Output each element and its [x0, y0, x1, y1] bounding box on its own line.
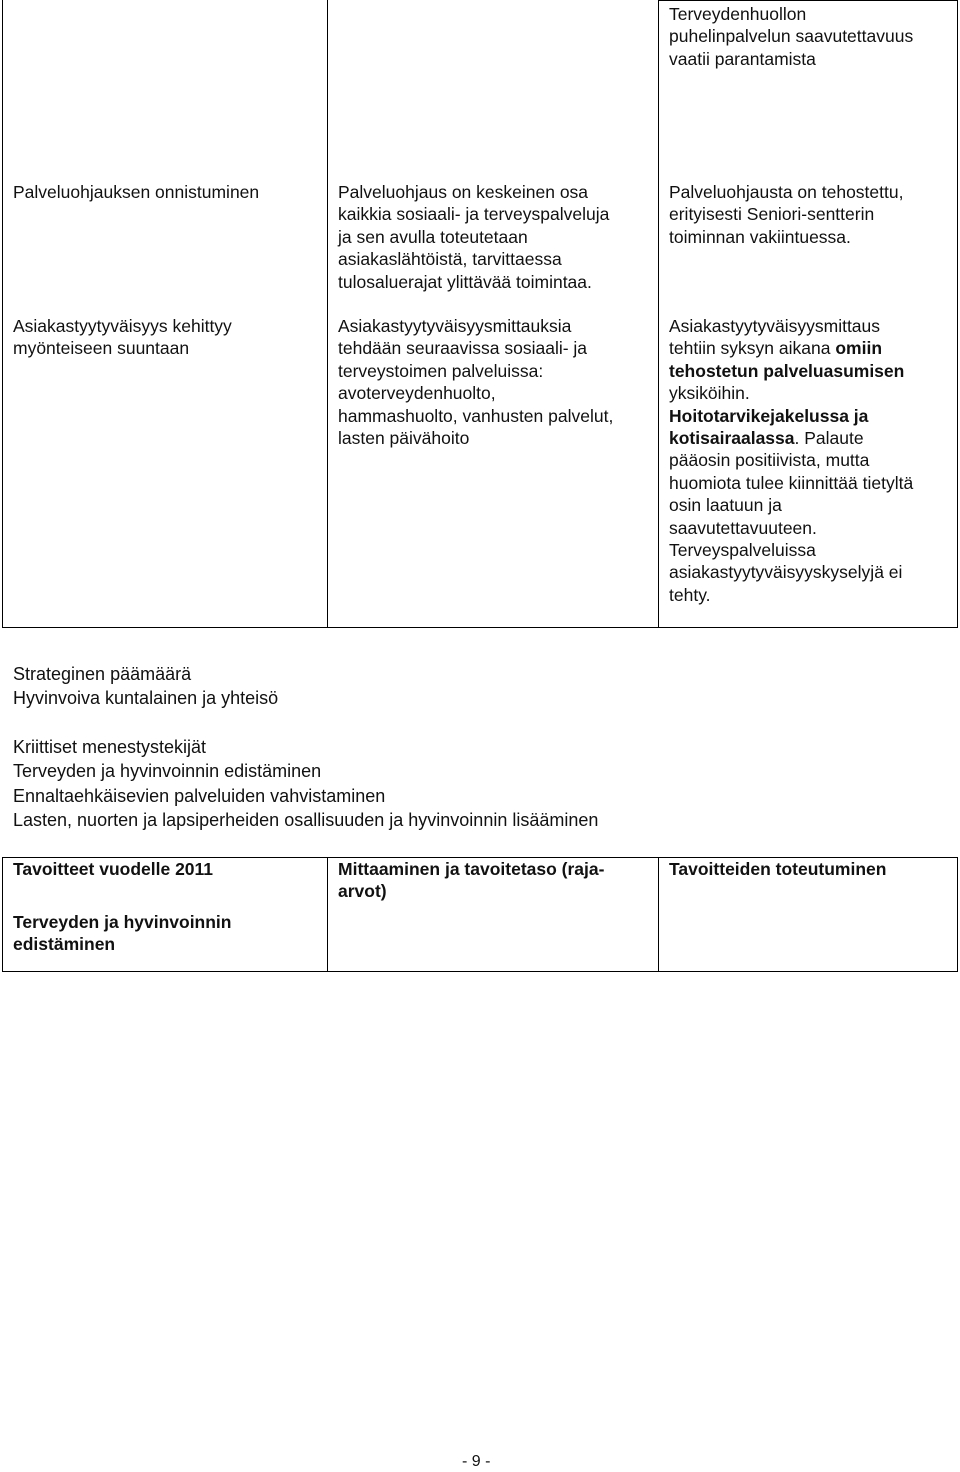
t1-r2-c3-part4: Hoitotarvikejakelussa ja kotisairaalassa — [669, 405, 869, 449]
t2-header-realization: Tavoitteiden toteutuminen — [669, 859, 887, 879]
table1-col-divider-2 — [658, 0, 659, 628]
t2-row-goal: Terveyden ja hyvinvoinnin edistäminen — [13, 912, 232, 955]
t1-r1-c2: Palveluohjaus on keskeinen osa kaikkia sosiaali- ja terveyspalveluja ja sen avulla toteutetaan asiakaslähtöistä, tarvittaessa tulosaluerajat ylittävää toimintaa. — [338, 182, 610, 292]
table1-left-border — [2, 0, 3, 628]
factor-item: Terveyden ja hyvinvoinnin edistäminen — [13, 761, 322, 781]
table1-top-border — [659, 0, 958, 1]
t1-r2-c1: Asiakastyytyväisyys kehittyy myönteiseen suuntaan — [13, 316, 232, 359]
table2-col-divider-1 — [327, 857, 328, 972]
t1-r0-c3: Terveydenhuollon puhelinpalvelun saavutettavuus vaatii parantamista — [669, 4, 914, 69]
goal-text: Hyvinvoiva kuntalainen ja yhteisö — [13, 688, 279, 708]
t1-r2-c3-part1: Asiakastyytyväisyysmittaus tehtiin syksyn aikana — [669, 316, 881, 359]
page-number: - 9 - — [462, 1453, 491, 1470]
factor-item: Ennaltaehkäisevien palveluiden vahvistaminen — [13, 786, 386, 806]
t1-r1-c1: Palveluohjauksen onnistuminen — [13, 182, 260, 202]
table1-col-divider-1 — [327, 0, 328, 628]
t1-r2-c3-part3: yksiköihin. — [669, 383, 750, 404]
t2-header-goals: Tavoitteet vuodelle 2011 — [13, 859, 214, 879]
table2-right-border — [957, 857, 958, 972]
table2-left-border — [2, 857, 3, 972]
table2-col-divider-2 — [658, 857, 659, 972]
t2-header-measurement: Mittaaminen ja tavoitetaso (raja- arvot) — [338, 859, 605, 902]
factors-heading: Kriittiset menestystekijät — [13, 737, 207, 757]
table1-bottom-border — [2, 627, 958, 628]
goal-heading: Strateginen päämäärä — [13, 664, 192, 684]
table1-right-border — [957, 0, 958, 628]
t1-r2-c3 — [669, 315, 954, 606]
t1-r2-c3-part2: omiin tehostetun palveluasumisen — [669, 338, 905, 381]
factor-item: Lasten, nuorten ja lapsiperheiden osallisuuden ja hyvinvoinnin lisääminen — [13, 810, 599, 830]
t1-r2-c3-part5: . Palaute pääosin positiivista, mutta huomiota tulee kiinnittää tietyltä osin laatuun ja saavutettavuuteen. Terveyspalveluissa asiakastyytyväisyyskyselyjä ei tehty. — [669, 428, 914, 605]
table2-bottom-border — [2, 971, 958, 972]
t1-r1-c3: Palveluohjausta on tehostettu, erityisesti Seniori-sentterin toiminnan vakiintuessa. — [669, 182, 904, 247]
t1-r2-c2: Asiakastyytyväisyysmittauksia tehdään seuraavissa sosiaali- ja terveystoimen palveluissa: avoterveydenhuolto, hammashuolto, vanhusten palvelut, lasten päivähoito — [338, 316, 614, 449]
